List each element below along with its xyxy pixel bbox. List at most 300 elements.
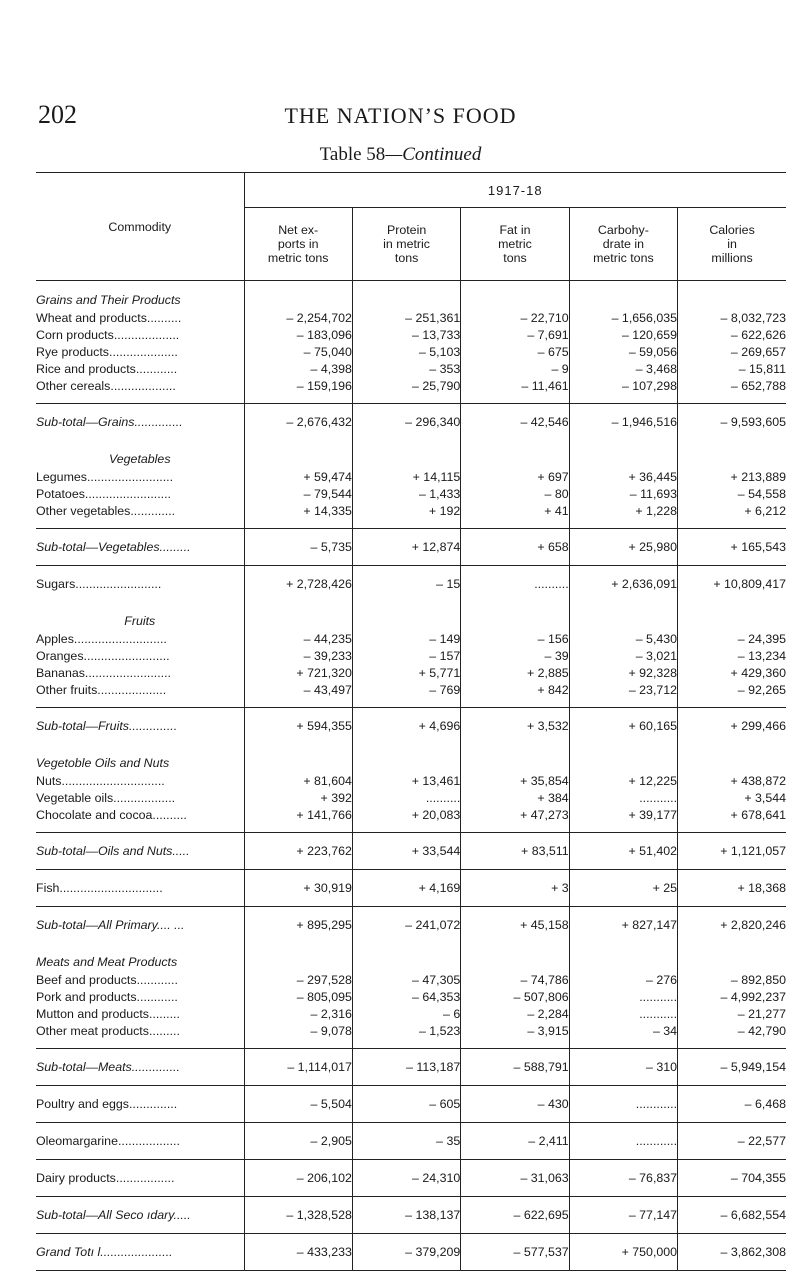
value-cell: – 42,790 — [678, 1023, 786, 1040]
value-cell: + 392 — [244, 790, 352, 807]
summary-row — [36, 1160, 786, 1197]
spacer-cell — [352, 824, 460, 833]
value-cell: + 384 — [461, 790, 569, 807]
spacer-cell — [36, 824, 244, 833]
section-title-row — [36, 440, 786, 469]
value-cell: – 4,992,237 — [678, 989, 786, 1006]
value-cell: + 3,544 — [678, 790, 786, 807]
value-cell: + 10,809,417 — [678, 566, 786, 603]
empty-cell — [678, 943, 786, 972]
section-title: Vegetoble Oils and Nuts — [36, 744, 244, 773]
value-cell: – 5,103 — [352, 344, 460, 361]
spacer-cell — [36, 1040, 244, 1049]
value-cell: + 47,273 — [461, 807, 569, 824]
empty-cell — [569, 440, 677, 469]
table-row — [36, 682, 786, 699]
value-cell: – 2,254,702 — [244, 310, 352, 327]
value-cell: – 5,949,154 — [678, 1049, 786, 1086]
value-cell: – 704,355 — [678, 1160, 786, 1197]
value-cell: + 438,872 — [678, 773, 786, 790]
sugars-row — [36, 566, 786, 603]
spacer-cell — [244, 699, 352, 708]
value-cell: – 1,946,516 — [569, 404, 677, 441]
column-header-line: in metric — [383, 237, 430, 251]
value-cell: – 43,497 — [244, 682, 352, 699]
value-cell: + 842 — [461, 682, 569, 699]
value-cell: – 22,577 — [678, 1123, 786, 1160]
section-title: Fruits — [36, 602, 244, 631]
value-cell: + 2,820,246 — [678, 907, 786, 944]
commodity-name: Fish.............................. — [36, 870, 244, 907]
value-cell: – 92,265 — [678, 682, 786, 699]
value-cell: – 433,233 — [244, 1234, 352, 1271]
empty-cell — [352, 440, 460, 469]
empty-cell — [461, 744, 569, 773]
spacer-cell — [244, 520, 352, 529]
value-cell: + 6,212 — [678, 503, 786, 520]
value-cell: + 678,641 — [678, 807, 786, 824]
value-cell: – 22,710 — [461, 310, 569, 327]
spacer-cell — [461, 699, 569, 708]
value-cell: – 241,072 — [352, 907, 460, 944]
value-cell: – 2,284 — [461, 1006, 569, 1023]
value-cell: – 11,693 — [569, 486, 677, 503]
value-cell: – 3,468 — [569, 361, 677, 378]
value-cell: + 2,636,091 — [569, 566, 677, 603]
value-cell: – 9,593,605 — [678, 404, 786, 441]
value-cell: – 13,733 — [352, 327, 460, 344]
value-cell: – 276 — [569, 972, 677, 989]
value-cell: – 24,310 — [352, 1160, 460, 1197]
value-cell: + 35,854 — [461, 773, 569, 790]
value-cell: – 183,096 — [244, 327, 352, 344]
subtotal-row — [36, 529, 786, 566]
value-cell: + 1,121,057 — [678, 833, 786, 870]
column-header-line: metric tons — [267, 251, 329, 265]
value-cell: – 4,398 — [244, 361, 352, 378]
value-cell: – 206,102 — [244, 1160, 352, 1197]
value-cell: + 83,511 — [461, 833, 569, 870]
value-cell: + 59,474 — [244, 469, 352, 486]
value-cell: – 1,433 — [352, 486, 460, 503]
value-cell: – 44,235 — [244, 631, 352, 648]
table-row — [36, 361, 786, 378]
nutrition-table — [36, 172, 786, 1271]
summary-row — [36, 1234, 786, 1271]
value-cell: – 64,353 — [352, 989, 460, 1006]
value-cell: + 2,885 — [461, 665, 569, 682]
value-cell: + 92,328 — [569, 665, 677, 682]
value-cell: – 2,411 — [461, 1123, 569, 1160]
column-header-1 — [352, 208, 460, 281]
commodity-name: Dairy products................. — [36, 1160, 244, 1197]
spacer-cell — [36, 699, 244, 708]
value-cell: – 15 — [352, 566, 460, 603]
commodity-name: Vegetable oils.................. — [36, 790, 244, 807]
value-cell: – 3,862,308 — [678, 1234, 786, 1271]
value-cell: – 39 — [461, 648, 569, 665]
commodity-name: Rye products.................... — [36, 344, 244, 361]
value-cell: + 1,228 — [569, 503, 677, 520]
value-cell: – 120,659 — [569, 327, 677, 344]
value-cell: + 51,402 — [569, 833, 677, 870]
value-cell: + 4,696 — [352, 708, 460, 745]
value-cell: ............ — [569, 1086, 677, 1123]
spacer-cell — [352, 699, 460, 708]
value-cell: + 81,604 — [244, 773, 352, 790]
spacer-cell — [461, 520, 569, 529]
table-row — [36, 310, 786, 327]
value-cell: ........... — [569, 790, 677, 807]
value-cell: + 13,461 — [352, 773, 460, 790]
empty-cell — [569, 281, 677, 311]
value-cell: – 2,905 — [244, 1123, 352, 1160]
table-row — [36, 807, 786, 824]
commodity-name: Oleomargarine.................. — [36, 1123, 244, 1160]
value-cell: – 2,316 — [244, 1006, 352, 1023]
value-cell: – 156 — [461, 631, 569, 648]
primary-subtotal-row — [36, 907, 786, 944]
value-cell: – 76,837 — [569, 1160, 677, 1197]
commodity-name: Other vegetables............. — [36, 503, 244, 520]
value-cell: + 12,874 — [352, 529, 460, 566]
value-cell: – 75,040 — [244, 344, 352, 361]
value-cell: – 35 — [352, 1123, 460, 1160]
value-cell: – 77,147 — [569, 1197, 677, 1234]
commodity-name: Sub-total—Meats.............. — [36, 1049, 244, 1086]
spacer-cell — [36, 395, 244, 404]
value-cell: + 594,355 — [244, 708, 352, 745]
commodity-name: Bananas......................... — [36, 665, 244, 682]
column-header-3 — [569, 208, 677, 281]
value-cell: – 74,786 — [461, 972, 569, 989]
value-cell: – 42,546 — [461, 404, 569, 441]
value-cell: + 192 — [352, 503, 460, 520]
spacer-cell — [678, 699, 786, 708]
spacer-row — [36, 824, 786, 833]
table-row — [36, 327, 786, 344]
value-cell: – 892,850 — [678, 972, 786, 989]
section-title-row — [36, 602, 786, 631]
spacer-cell — [352, 520, 460, 529]
commodity-header: Commodity — [36, 173, 244, 281]
commodity-name: Nuts.............................. — [36, 773, 244, 790]
value-cell: ........... — [569, 1006, 677, 1023]
commodity-name: Sub-total—Fruits.............. — [36, 708, 244, 745]
value-cell: – 11,461 — [461, 378, 569, 395]
empty-cell — [461, 602, 569, 631]
value-cell: – 3,021 — [569, 648, 677, 665]
column-header-line: ports in — [277, 237, 319, 251]
fish-row — [36, 870, 786, 907]
value-cell: + 3,532 — [461, 708, 569, 745]
column-header-line: tons — [503, 251, 527, 265]
value-cell: – 80 — [461, 486, 569, 503]
commodity-name: Corn products................... — [36, 327, 244, 344]
value-cell: + 18,368 — [678, 870, 786, 907]
value-cell: – 138,137 — [352, 1197, 460, 1234]
value-cell: – 7,691 — [461, 327, 569, 344]
value-cell: – 1,656,035 — [569, 310, 677, 327]
value-cell: + 14,115 — [352, 469, 460, 486]
value-cell: .......... — [461, 566, 569, 603]
commodity-name: Other cereals................... — [36, 378, 244, 395]
section-title-row — [36, 744, 786, 773]
value-cell: – 769 — [352, 682, 460, 699]
commodity-name: Other meat products......... — [36, 1023, 244, 1040]
value-cell: + 2,728,426 — [244, 566, 352, 603]
commodity-name: Apples........................... — [36, 631, 244, 648]
column-header-2 — [461, 208, 569, 281]
table-row — [36, 972, 786, 989]
empty-cell — [244, 602, 352, 631]
empty-cell — [352, 744, 460, 773]
value-cell: + 41 — [461, 503, 569, 520]
spacer-cell — [569, 824, 677, 833]
commodity-name: Legumes......................... — [36, 469, 244, 486]
table-row — [36, 1023, 786, 1040]
empty-cell — [352, 602, 460, 631]
commodity-name: Sub-total—All Seco ıdary..... — [36, 1197, 244, 1234]
spacer-cell — [461, 824, 569, 833]
commodity-name: Rice and products............ — [36, 361, 244, 378]
value-cell: – 577,537 — [461, 1234, 569, 1271]
empty-cell — [461, 281, 569, 311]
value-cell: – 5,735 — [244, 529, 352, 566]
value-cell: + 5,771 — [352, 665, 460, 682]
table-row — [36, 469, 786, 486]
value-cell: ............ — [569, 1123, 677, 1160]
value-cell: + 12,225 — [569, 773, 677, 790]
value-cell: – 622,695 — [461, 1197, 569, 1234]
value-cell: – 353 — [352, 361, 460, 378]
value-cell: + 14,335 — [244, 503, 352, 520]
commodity-name: Sub-total—All Primary.... ... — [36, 907, 244, 944]
value-cell: – 2,676,432 — [244, 404, 352, 441]
value-cell: – 5,430 — [569, 631, 677, 648]
value-cell: + 750,000 — [569, 1234, 677, 1271]
value-cell: – 605 — [352, 1086, 460, 1123]
value-cell: – 79,544 — [244, 486, 352, 503]
value-cell: – 1,328,528 — [244, 1197, 352, 1234]
value-cell: – 31,063 — [461, 1160, 569, 1197]
section-title-row — [36, 281, 786, 311]
value-cell: – 149 — [352, 631, 460, 648]
value-cell: + 658 — [461, 529, 569, 566]
empty-cell — [678, 602, 786, 631]
subtotal-row — [36, 404, 786, 441]
commodity-name: Potatoes......................... — [36, 486, 244, 503]
value-cell: + 895,295 — [244, 907, 352, 944]
spacer-cell — [678, 520, 786, 529]
column-header-line: Carbohy- — [597, 223, 649, 237]
section-title: Vegetables — [36, 440, 244, 469]
value-cell: + 141,766 — [244, 807, 352, 824]
table-title-main: Table 58 — [319, 144, 386, 165]
commodity-name: Mutton and products......... — [36, 1006, 244, 1023]
empty-cell — [569, 943, 677, 972]
table-row — [36, 989, 786, 1006]
value-cell: – 34 — [569, 1023, 677, 1040]
value-cell: – 310 — [569, 1049, 677, 1086]
value-cell: – 5,504 — [244, 1086, 352, 1123]
summary-row — [36, 1197, 786, 1234]
value-cell: – 588,791 — [461, 1049, 569, 1086]
value-cell: – 1,523 — [352, 1023, 460, 1040]
value-cell: + 36,445 — [569, 469, 677, 486]
value-cell: – 675 — [461, 344, 569, 361]
spacer-cell — [461, 1040, 569, 1049]
value-cell: – 15,811 — [678, 361, 786, 378]
commodity-name: Beef and products............ — [36, 972, 244, 989]
value-cell: + 3 — [461, 870, 569, 907]
value-cell: – 6,682,554 — [678, 1197, 786, 1234]
column-header-line: metric tons — [593, 251, 654, 265]
value-cell: + 721,320 — [244, 665, 352, 682]
empty-cell — [461, 440, 569, 469]
value-cell: – 107,298 — [569, 378, 677, 395]
value-cell: + 165,543 — [678, 529, 786, 566]
column-header-line: Calories — [709, 223, 755, 237]
subtotal-row — [36, 833, 786, 870]
commodity-name: Sub-total—Oils and Nuts..... — [36, 833, 244, 870]
value-cell: + 25,980 — [569, 529, 677, 566]
value-cell: – 157 — [352, 648, 460, 665]
commodity-name: Sub-total—Grains.............. — [36, 404, 244, 441]
empty-cell — [244, 943, 352, 972]
commodity-name: Poultry and eggs.............. — [36, 1086, 244, 1123]
table-row — [36, 486, 786, 503]
value-cell: – 39,233 — [244, 648, 352, 665]
value-cell: – 622,626 — [678, 327, 786, 344]
value-cell: – 21,277 — [678, 1006, 786, 1023]
table-row — [36, 648, 786, 665]
spacer-cell — [36, 520, 244, 529]
value-cell: .......... — [352, 790, 460, 807]
value-cell: – 24,395 — [678, 631, 786, 648]
spacer-row — [36, 1040, 786, 1049]
value-cell: – 8,032,723 — [678, 310, 786, 327]
value-cell: + 20,083 — [352, 807, 460, 824]
value-cell: + 33,544 — [352, 833, 460, 870]
value-cell: – 47,305 — [352, 972, 460, 989]
value-cell: – 59,056 — [569, 344, 677, 361]
table-row — [36, 631, 786, 648]
value-cell: – 13,234 — [678, 648, 786, 665]
empty-cell — [569, 602, 677, 631]
commodity-name: Oranges......................... — [36, 648, 244, 665]
value-cell: + 39,177 — [569, 807, 677, 824]
column-header-line: metric — [498, 237, 532, 251]
commodity-name: Chocolate and cocoa.......... — [36, 807, 244, 824]
spacer-cell — [569, 520, 677, 529]
empty-cell — [678, 281, 786, 311]
subtotal-row — [36, 1049, 786, 1086]
commodity-name: Sugars......................... — [36, 566, 244, 603]
empty-cell — [244, 744, 352, 773]
empty-cell — [244, 281, 352, 311]
subtotal-row — [36, 708, 786, 745]
value-cell: + 45,158 — [461, 907, 569, 944]
value-cell: + 30,919 — [244, 870, 352, 907]
column-header-line: Protein — [386, 223, 427, 237]
spacer-cell — [352, 395, 460, 404]
table-title-suffix: —Continued — [385, 144, 482, 165]
value-cell: – 25,790 — [352, 378, 460, 395]
commodity-name: Other fruits.................... — [36, 682, 244, 699]
empty-cell — [569, 744, 677, 773]
column-header-line: millions — [711, 251, 753, 265]
value-cell: – 507,806 — [461, 989, 569, 1006]
value-cell: + 4,169 — [352, 870, 460, 907]
value-cell: + 299,466 — [678, 708, 786, 745]
summary-row — [36, 1086, 786, 1123]
table-row — [36, 503, 786, 520]
year-header: 1917-18 — [244, 173, 786, 208]
spacer-cell — [678, 1040, 786, 1049]
summary-row — [36, 1123, 786, 1160]
value-cell: + 827,147 — [569, 907, 677, 944]
column-header-line: drate in — [602, 237, 645, 251]
section-title-row — [36, 943, 786, 972]
running-head: THE NATION’S FOOD — [284, 103, 517, 128]
value-cell: – 54,558 — [678, 486, 786, 503]
empty-cell — [678, 744, 786, 773]
empty-cell — [678, 440, 786, 469]
spacer-cell — [678, 824, 786, 833]
spacer-cell — [244, 1040, 352, 1049]
spacer-cell — [244, 824, 352, 833]
value-cell: – 379,209 — [352, 1234, 460, 1271]
empty-cell — [352, 281, 460, 311]
section-title: Grains and Their Products — [36, 281, 244, 311]
value-cell: + 697 — [461, 469, 569, 486]
spacer-cell — [569, 395, 677, 404]
value-cell: – 113,187 — [352, 1049, 460, 1086]
commodity-name: Pork and products............ — [36, 989, 244, 1006]
value-cell: – 23,712 — [569, 682, 677, 699]
column-header-0 — [244, 208, 352, 281]
value-cell: – 652,788 — [678, 378, 786, 395]
value-cell: – 297,528 — [244, 972, 352, 989]
value-cell: – 251,361 — [352, 310, 460, 327]
value-cell: – 296,340 — [352, 404, 460, 441]
table-row — [36, 344, 786, 361]
column-header-line: Fat in — [499, 223, 531, 237]
table-row — [36, 1006, 786, 1023]
commodity-name: Wheat and products.......... — [36, 310, 244, 327]
spacer-cell — [569, 699, 677, 708]
spacer-cell — [678, 395, 786, 404]
spacer-cell — [352, 1040, 460, 1049]
value-cell: – 9 — [461, 361, 569, 378]
column-header-4 — [678, 208, 786, 281]
table-row — [36, 378, 786, 395]
value-cell: + 223,762 — [244, 833, 352, 870]
spacer-cell — [569, 1040, 677, 1049]
commodity-name: Grand Totı l..................... — [36, 1234, 244, 1271]
table-row — [36, 665, 786, 682]
value-cell: – 159,196 — [244, 378, 352, 395]
commodity-name: Sub-total—Vegetables......... — [36, 529, 244, 566]
table-row — [36, 790, 786, 807]
empty-cell — [352, 943, 460, 972]
spacer-cell — [461, 395, 569, 404]
spacer-row — [36, 520, 786, 529]
value-cell: – 430 — [461, 1086, 569, 1123]
table-row — [36, 773, 786, 790]
value-cell: ........... — [569, 989, 677, 1006]
